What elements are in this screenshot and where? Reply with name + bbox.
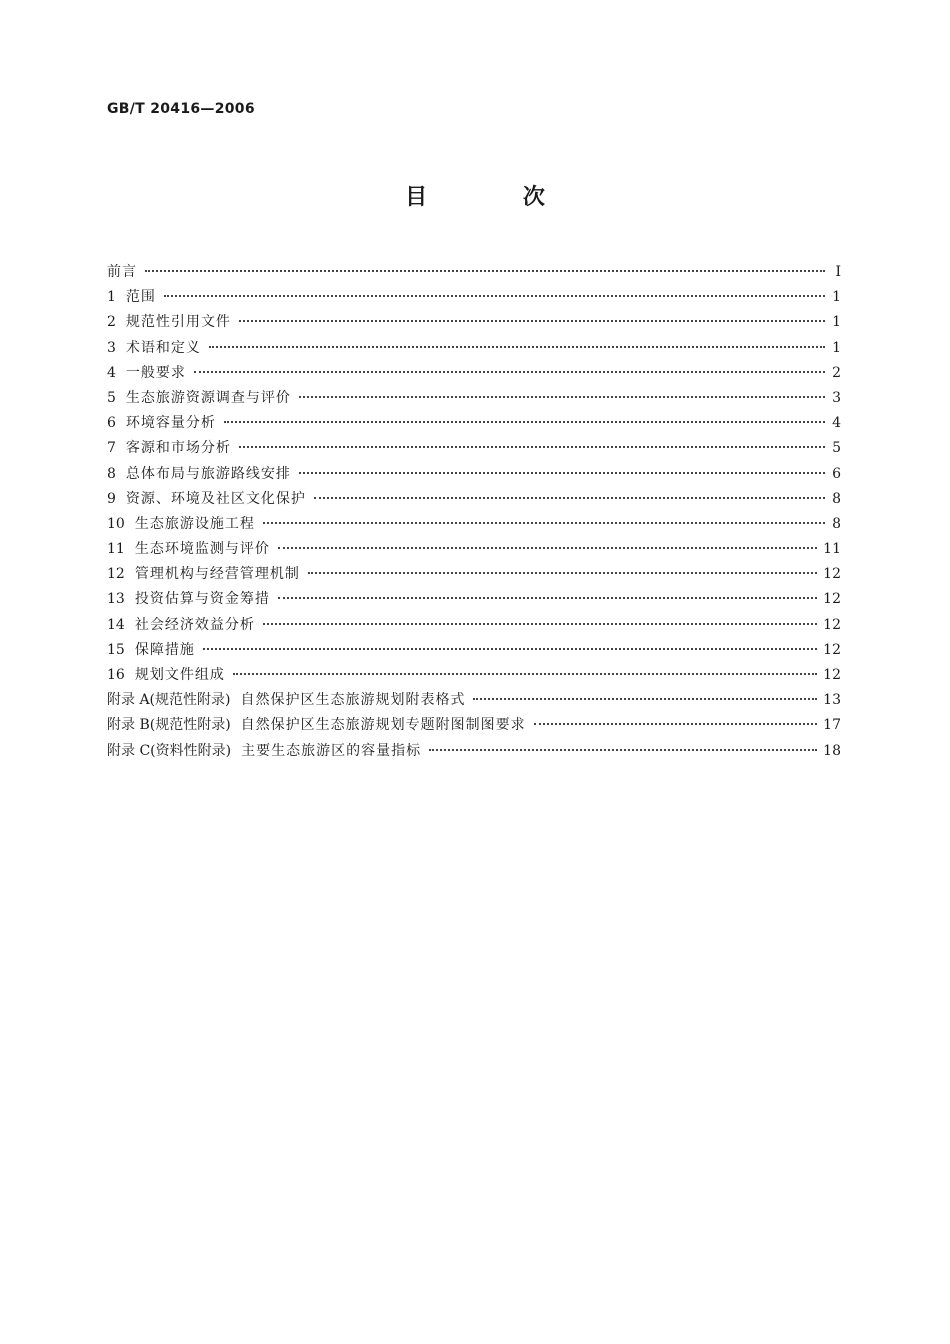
toc-entry-number: 10 [107,515,125,532]
toc-entry-label: 保障措施 [134,641,195,658]
toc-entry-number: 5 [107,389,116,406]
toc-entry-10[interactable] [107,512,841,537]
toc-entry-page: 11 [823,541,841,558]
toc-leader-dots [473,698,817,700]
toc-leader-dots [239,446,825,448]
toc-entry-label: 生态旅游资源调查与评价 [125,389,291,406]
toc-leader-dots [145,270,825,272]
toc-entry-page: 12 [823,641,841,658]
toc-leader-dots [278,597,817,599]
toc-entry-8[interactable] [107,462,841,487]
toc-leader-dots [299,396,825,398]
toc-entry-page: 2 [832,364,841,381]
toc-entry-page: 18 [823,742,841,759]
toc-entry-page: 3 [832,389,841,406]
toc-entry-7[interactable] [107,436,841,461]
toc-leader-dots [233,673,817,675]
toc-entry-page: Ⅰ [835,264,841,280]
toc-entry-9[interactable] [107,487,841,512]
toc-leader-dots [239,320,825,322]
toc-entry-label: 生态环境监测与评价 [134,541,270,558]
toc-entry-page: 4 [832,415,841,432]
toc-entry-page: 13 [823,692,841,709]
toc-entry-page: 12 [823,566,841,583]
toc-entry-number: 13 [107,591,125,608]
toc-entry-label: 自然保护区生态旅游规划附表格式 [240,692,466,709]
toc-entry-5[interactable] [107,386,841,411]
toc-leader-dots [534,723,818,725]
toc-entry-number: 16 [107,667,125,683]
toc-entry-13[interactable] [107,587,841,612]
toc-entry-15[interactable] [107,638,841,663]
toc-entry-page: 12 [823,616,841,633]
toc-leader-dots [278,547,817,549]
toc-entry-label: 管理机构与经营管理机制 [134,566,300,583]
toc-entry-foreword[interactable] [107,260,841,285]
toc-entry-label: 范围 [125,289,156,306]
toc-entry-label: 总体布局与旅游路线安排 [125,465,291,482]
toc-entry-label: 自然保护区生态旅游规划专题附图制图要求 [240,717,526,734]
toc-entry-number: 1 [107,289,116,306]
toc-entry-number: 附录 B(规范性附录) [107,717,231,734]
toc-leader-dots [308,572,817,574]
toc-entry-page: 17 [823,717,841,734]
toc-entry-6[interactable] [107,411,841,436]
toc-entry-number: 2 [107,314,116,331]
toc-entry-label: 投资估算与资金筹措 [134,591,270,608]
toc-entry-label: 社会经济效益分析 [134,616,255,633]
toc-entry-number: 附录 C(资料性附录) [107,742,232,759]
toc-entry-number: 4 [107,364,116,381]
toc-entry-appendix-a[interactable] [107,688,841,713]
toc-entry-page: 1 [832,289,841,306]
toc-entry-page: 12 [823,591,841,608]
toc-entry-page: 1 [832,339,841,356]
toc-entry-number: 14 [107,616,125,633]
toc-leader-dots [263,522,825,524]
toc-entry-4[interactable] [107,361,841,386]
toc-entry-page: 5 [832,440,841,457]
toc-entry-label: 规范性引用文件 [125,314,231,331]
toc-entry-16[interactable] [107,663,841,688]
toc-entry-label: 客源和市场分析 [125,440,231,457]
toc-entry-number: 3 [107,339,116,356]
toc-entry-number: 6 [107,415,116,432]
toc-entry-2[interactable] [107,310,841,335]
toc-entry-appendix-b[interactable] [107,713,841,738]
toc-title: 目 次 [405,185,589,210]
toc-leader-dots [194,371,825,373]
toc-leader-dots [314,497,825,499]
toc-entry-number: 附录 A(规范性附录) [107,692,231,709]
toc-entry-label: 资源、环境及社区文化保护 [125,490,306,507]
toc-entry-14[interactable] [107,613,841,638]
toc-entry-label: 环境容量分析 [125,415,216,432]
toc-entry-number: 15 [107,641,125,658]
toc-entry-1[interactable] [107,285,841,310]
toc-entry-page: 12 [823,667,841,683]
toc-entry-11[interactable] [107,537,841,562]
toc-entry-page: 8 [832,515,841,532]
toc-entry-number: 7 [107,440,116,457]
toc-entry-page: 8 [832,490,841,507]
toc-entry-page: 1 [832,314,841,331]
toc-entry-label: 一般要求 [125,364,186,381]
toc-leader-dots [263,623,817,625]
toc-leader-dots [209,346,825,348]
toc-leader-dots [203,648,817,650]
toc-entry-number: 8 [107,465,116,482]
toc-entry-label: 前言 [107,264,137,280]
toc-leader-dots [164,295,825,297]
toc-leader-dots [429,749,817,751]
toc-entry-label: 主要生态旅游区的容量指标 [241,742,422,759]
toc-entry-12[interactable] [107,562,841,587]
toc-leader-dots [224,421,825,423]
toc-entry-appendix-c[interactable] [107,739,841,764]
toc-entry-3[interactable] [107,336,841,361]
toc-entry-number: 11 [107,541,125,558]
toc-entry-label: 生态旅游设施工程 [134,515,255,532]
toc-entry-number: 12 [107,566,125,583]
standard-code: GB/T 20416—2006 [107,101,255,117]
toc-list [107,260,841,764]
toc-entry-label: 规划文件组成 [134,667,225,683]
toc-entry-number: 9 [107,490,116,507]
toc-entry-label: 术语和定义 [125,339,201,356]
toc-entry-page: 6 [832,465,841,482]
toc-leader-dots [299,472,825,474]
